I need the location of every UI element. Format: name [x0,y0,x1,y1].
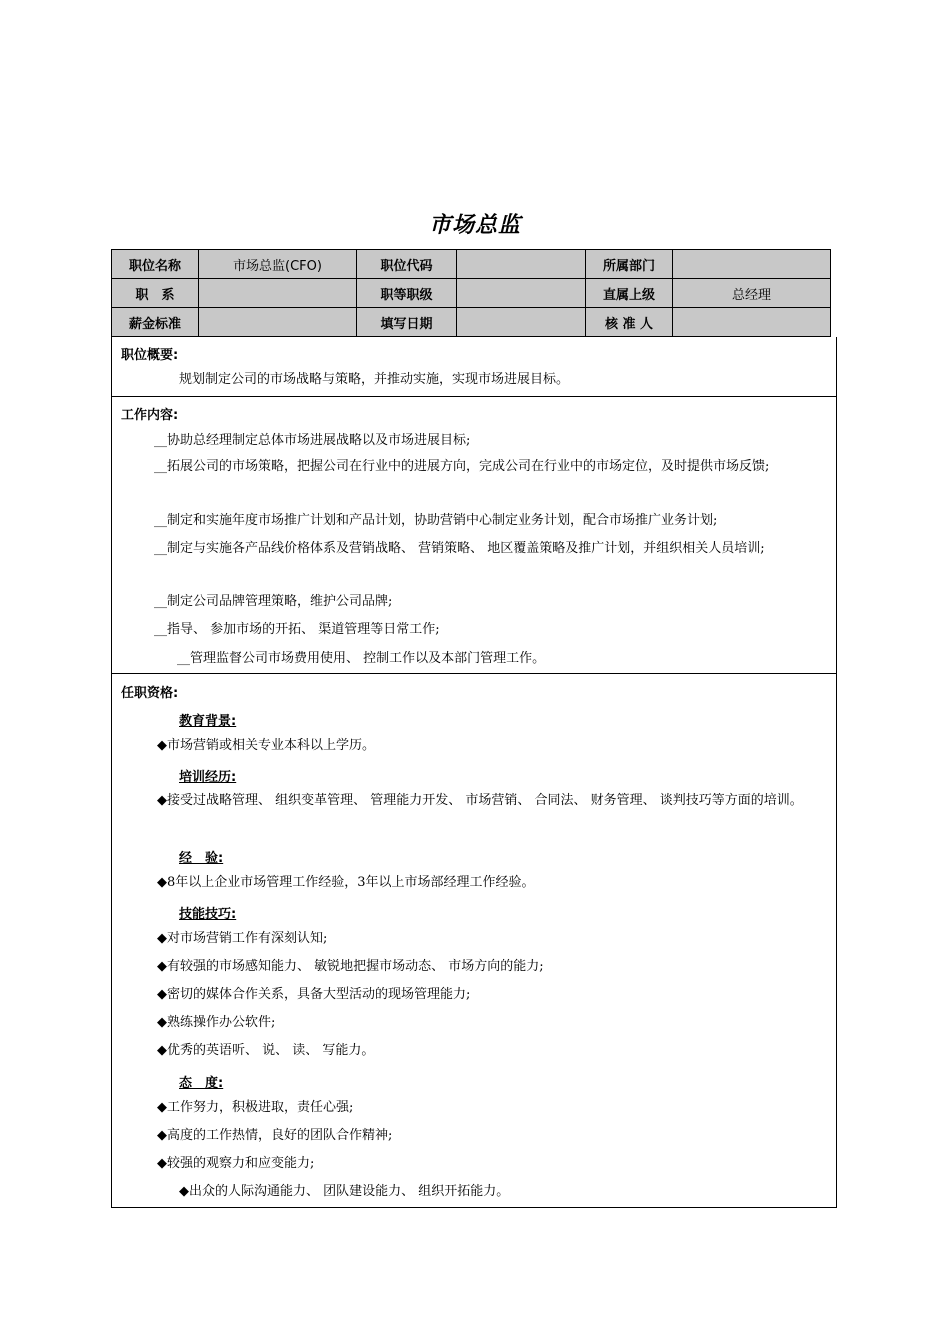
cell-label: 填写日期 [357,308,457,337]
cell-value [673,250,831,279]
cell-label: 核 准 人 [586,308,673,337]
work-section [111,396,837,674]
overview-text: 规划制定公司的市场战略与策略，并推动实施，实现市场进展目标。 [179,372,570,387]
header-row [112,279,831,308]
attitude-heading: 态 度: [179,1076,224,1091]
qualification-heading: 任职资格: [121,686,179,701]
cell-label: 职位名称 [112,250,199,279]
skill-item: ◆密切的媒体合作关系，具备大型活动的现场管理能力; [157,987,471,1002]
page-title: 市场总监 [428,213,521,238]
cell-value: 市场总监(CFO) [199,250,357,279]
work-item: __指导、 参加市场的开拓、 渠道管理等日常工作; [154,622,440,637]
skills-heading: 技能技巧: [179,907,237,922]
qualification-section [111,673,837,1208]
work-item: __制定公司品牌管理策略，维护公司品牌; [154,594,393,609]
overview-section [111,337,837,397]
cell-label: 职等职级 [357,279,457,308]
skill-item: ◆熟练操作办公软件; [157,1015,276,1030]
skill-item: ◆有较强的市场感知能力、 敏锐地把握市场动态、 市场方向的能力; [157,959,544,974]
cell-value [457,279,586,308]
attitude-item: ◆高度的工作热情，良好的团队合作精神; [157,1128,393,1143]
work-item: __制定与实施各产品线价格体系及营销战略、 营销策略、 地区覆盖策略及推广计划，并组织相关人员培训; [154,541,765,556]
training-item: ◆接受过战略管理、 组织变革管理、 管理能力开发、 市场营销、 合同法、 财务管理、 谈判技巧等方面的培训。 [157,793,803,808]
cell-value [673,308,831,337]
header-row [112,250,831,279]
attitude-item: ◆出众的人际沟通能力、 团队建设能力、 组织开拓能力。 [179,1184,510,1199]
work-item: __拓展公司的市场策略，把握公司在行业中的进展方向，完成公司在行业中的市场定位，及时提供市场反馈; [154,459,770,474]
education-item: ◆市场营销或相关专业本科以上学历。 [157,738,375,753]
training-heading: 培训经历: [179,770,237,785]
education-heading: 教育背景: [179,714,237,729]
cell-label: 直属上级 [586,279,673,308]
skill-item: ◆对市场营销工作有深刻认知; [157,931,328,946]
cell-value [457,308,586,337]
attitude-item: ◆较强的观察力和应变能力; [157,1156,315,1171]
cell-label: 职位代码 [357,250,457,279]
cell-value [457,250,586,279]
experience-heading: 经 验: [179,851,224,866]
work-item: __制定和实施年度市场推广计划和产品计划，协助营销中心制定业务计划，配合市场推广业务计划; [154,513,718,528]
cell-value [199,279,357,308]
cell-label: 所属部门 [586,250,673,279]
attitude-item: ◆工作努力，积极进取，责任心强; [157,1100,354,1115]
cell-value [199,308,357,337]
work-heading: 工作内容: [121,408,179,423]
work-item: __管理监督公司市场费用使用、 控制工作以及本部门管理工作。 [177,651,546,666]
cell-value: 总经理 [673,279,831,308]
header-row [112,308,831,337]
header-table [111,249,831,337]
experience-item: ◆8年以上企业市场管理工作经验，3年以上市场部经理工作经验。 [157,875,535,890]
skill-item: ◆优秀的英语听、 说、 读、 写能力。 [157,1043,375,1058]
overview-heading: 职位概要: [121,348,179,363]
cell-label: 职 系 [112,279,199,308]
cell-label: 薪金标准 [112,308,199,337]
work-item: __协助总经理制定总体市场进展战略以及市场进展目标; [154,433,471,448]
